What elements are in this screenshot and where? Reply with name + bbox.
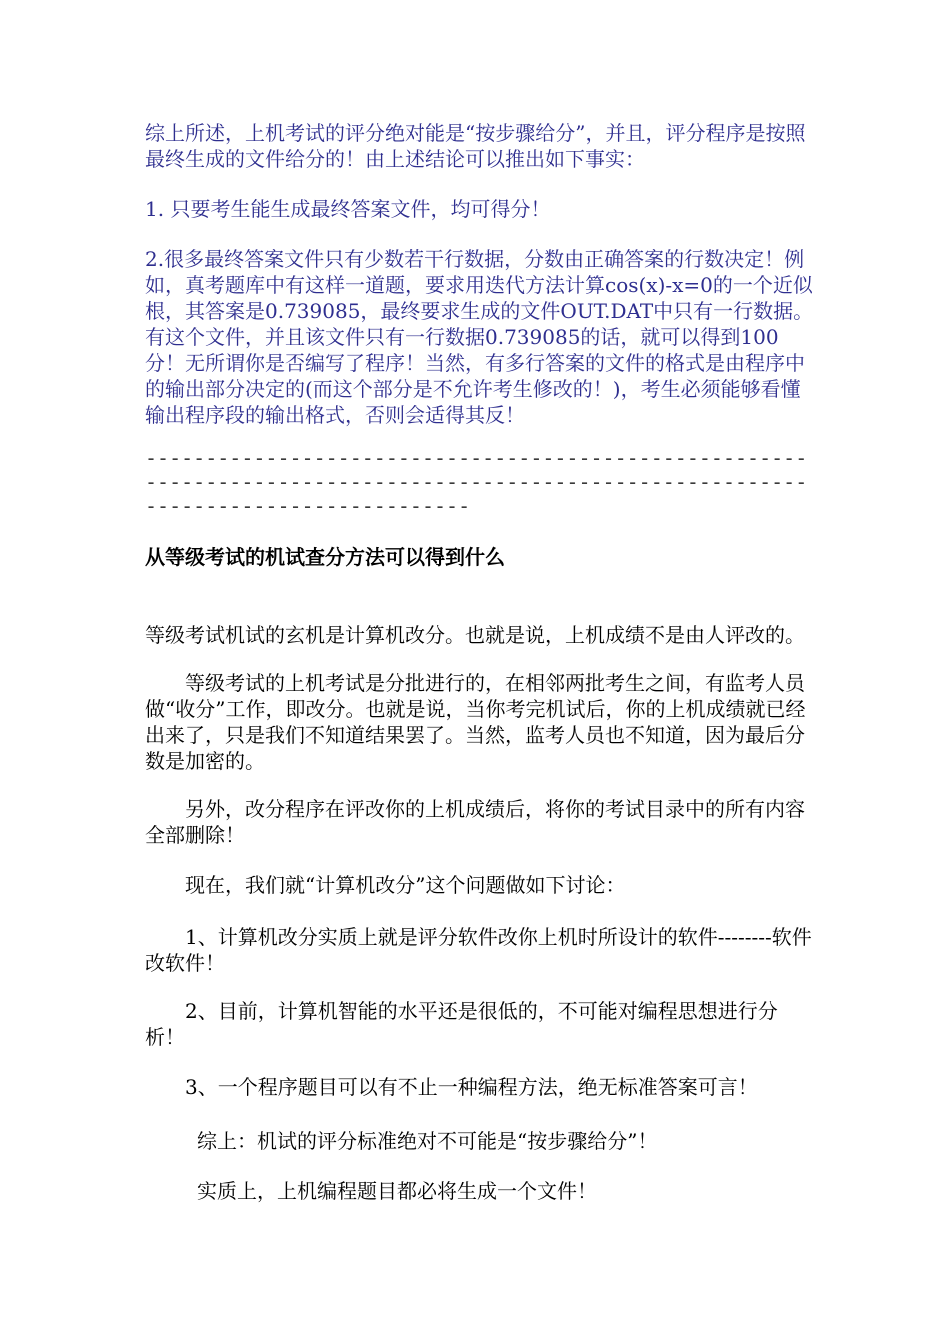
list-item-2: 2、目前，计算机智能的水平还是很低的，不可能对编程思想进行分析！ xyxy=(145,999,778,1049)
paragraph-deletion: 另外，改分程序在评改你的上机成绩后，将你的考试目录中的所有内容全部删除！ xyxy=(145,797,805,847)
conclusion-text: 综上：机试的评分标准绝对不可能是“按步骤给分”！ xyxy=(197,1129,658,1153)
list-item-1: 1、计算机改分实质上就是评分软件改你上机时所设计的软件--------软件改软件！ xyxy=(145,925,812,975)
paragraph-batch-exam: 等级考试的上机考试是分批进行的，在相邻两批考生之间，有监考人员做“收分”工作，即改分。也就是说，当你考完机试后，你的上机成绩就已经出来了，只是我们不知道结果罢了。当然，监考人员也不知道，因为最后分数是加密的。 xyxy=(145,671,806,773)
intro-point-1: 1. 只要考生能生成最终答案文件，均可得分！ xyxy=(145,197,551,221)
list-item-3: 3、一个程序题目可以有不止一种编程方法，绝无标准答案可言！ xyxy=(185,1075,758,1099)
intro-summary: 综上所述，上机考试的评分绝对能是“按步骤给分”，并且，评分程序是按照最终生成的文件给分的！由上述结论可以推出如下事实： xyxy=(145,121,806,171)
paragraph-discussion-intro: 现在，我们就“计算机改分”这个问题做如下讨论： xyxy=(185,873,626,897)
document-page xyxy=(145,120,815,1204)
section-title: 从等级考试的机试查分方法可以得到什么 xyxy=(145,545,505,569)
intro-point-2: 2.很多最终答案文件只有少数若干行数据，分数由正确答案的行数决定！例如，真考题库中有这样一道题，要求用迭代方法计算cos(x)-x=0的一个近似根，其答案是0.739085，最终要求生成的文件OUT.DAT中只有一行数据。有这个文件，并且该文件只有一行数据0.739085的话，就可以得到100分！无所谓你是否编写了程序！当然，有多行答案的文件的格式是由程序中的输出部分决定的(而这个部分是不允许考生修改的！)，考生必须能够看懂输出程序段的输出格式，否则会适得其反！ xyxy=(145,247,814,427)
paragraph-computer-grading: 等级考试机试的玄机是计算机改分。也就是说，上机成绩不是由人评改的。 xyxy=(145,623,805,647)
fact-text: 实质上，上机编程题目都必将生成一个文件！ xyxy=(197,1179,597,1203)
dashed-divider: ----------------------------------------------------------------------------------------------------------------------------------------- xyxy=(145,446,808,518)
